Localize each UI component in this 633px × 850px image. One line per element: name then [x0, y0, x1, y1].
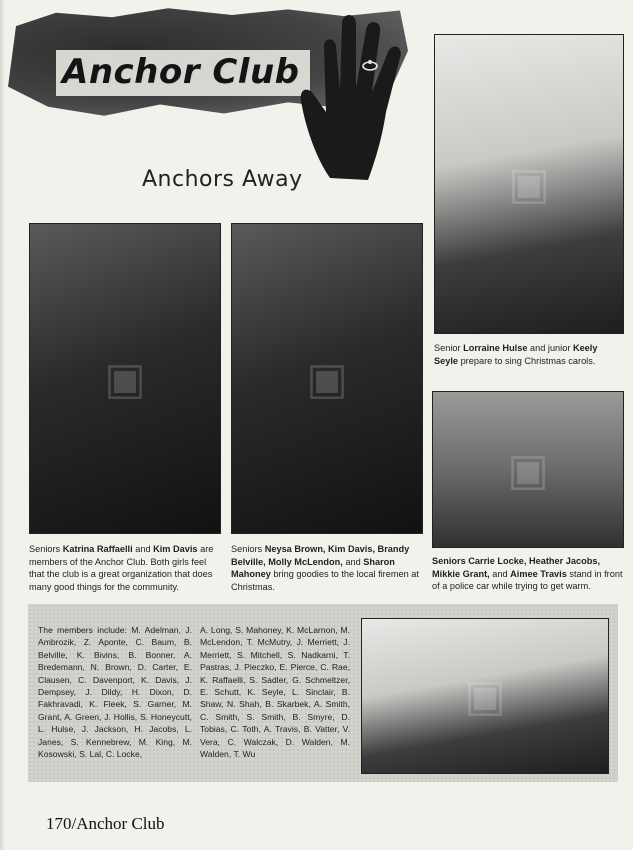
page-binding-edge: [0, 0, 5, 850]
photo-icon: ▣: [104, 354, 146, 403]
caption-text: Seniors: [231, 544, 265, 554]
caption-text: and: [132, 544, 154, 554]
caption-text: Seniors: [29, 544, 63, 554]
caption-text: are members of the Anchor Club. Both girls feel that the club is a great organization that does many good things for the community.: [29, 544, 214, 592]
caption-hulse-seyle: [434, 342, 624, 367]
hand-with-ring-icon: [296, 8, 412, 184]
caption-name: Keely Seyle: [434, 343, 598, 366]
photo-firemen-goodies: [231, 223, 423, 534]
caption-raffaelli-davis: [29, 543, 221, 593]
caption-text: stand in front of a police car while trying to get warm.: [432, 568, 623, 591]
club-title: Anchor Club: [56, 50, 310, 96]
section-subtitle: Anchors Away: [142, 167, 303, 192]
page-folio: 170/Anchor Club: [46, 814, 165, 833]
photo-raffaelli-davis: [29, 223, 221, 534]
caption-name: Aimee Travis: [510, 568, 567, 579]
caption-text: prepare to sing Christmas carols.: [458, 355, 596, 366]
caption-firemen: [231, 543, 423, 593]
caption-name: Katrina Raffaelli: [62, 544, 133, 554]
photo-icon: ▣: [464, 671, 506, 721]
members-list-col2: A. Long, S. Mahoney, K. McLarnon, M. McLendon, T. McMutry, J. Merriett, J. Merriett, S. Mitchell, S. Nadkarni, T. Pastras, J. Pieczko, E. Pierce, C. Rae, K. Raffaelli, S. Sadler, G. Schmeltzer, E. Schutt, K. Seyle, L. Sinclair, B. Shaw, N. Shah, B. Skarbek, A. Smith, C. Smith, S. Smith, B. Smyre, D. Tobias, C. Toth, A. Travis, B. Vatter, V. Vera, C. Walczak, D. Walden, M. Walden, T. Wu: [200, 625, 350, 760]
caption-name: Lorraine Hulse: [463, 343, 528, 353]
caption-text: and: [489, 568, 511, 579]
caption-text: and: [342, 556, 364, 567]
caption-text: bring goodies to the local firemen at Christmas.: [231, 569, 419, 592]
caption-text: Senior: [434, 343, 464, 353]
caption-name: Seniors Carrie Locke, Heather Jacobs, Mikkie Grant,: [432, 556, 600, 579]
photo-group: [361, 618, 609, 774]
photo-hulse-seyle: [434, 34, 624, 334]
caption-text: and junior: [527, 343, 573, 353]
photo-icon: ▣: [507, 445, 549, 494]
photo-icon: ▣: [306, 354, 348, 403]
photo-icon: ▣: [508, 159, 550, 209]
caption-name: Sharon Mahoney: [231, 556, 395, 579]
photo-police-car: [432, 391, 624, 548]
caption-name: Kim Davis: [153, 544, 198, 554]
members-list-col1: The members include: M. Adelman, J. Ambrozik, Z. Aponte, C. Baum, B. Belville, K. Bivins, B. Bonner, A. Bredemann, N. Brown, D. Carter, E. Clausen, C. Davenport, K. Davis, J. Dempsey, J. Dildy, H. Dixon, D. Fakhravadi, K. Fleek, S. Garner, M. Grant, A. Green, J. Hollis, S. Honeycutt, L. Hulse, J. Jackson, H. Jacobs, L. Janes, S. Kennebrew, M. King, M. Kosowski, S. Lal, C. Locke,: [38, 625, 192, 760]
caption-name: Neysa Brown, Kim Davis, Brandy Belville, Molly McLendon,: [231, 544, 410, 567]
caption-police-car: [432, 555, 624, 593]
